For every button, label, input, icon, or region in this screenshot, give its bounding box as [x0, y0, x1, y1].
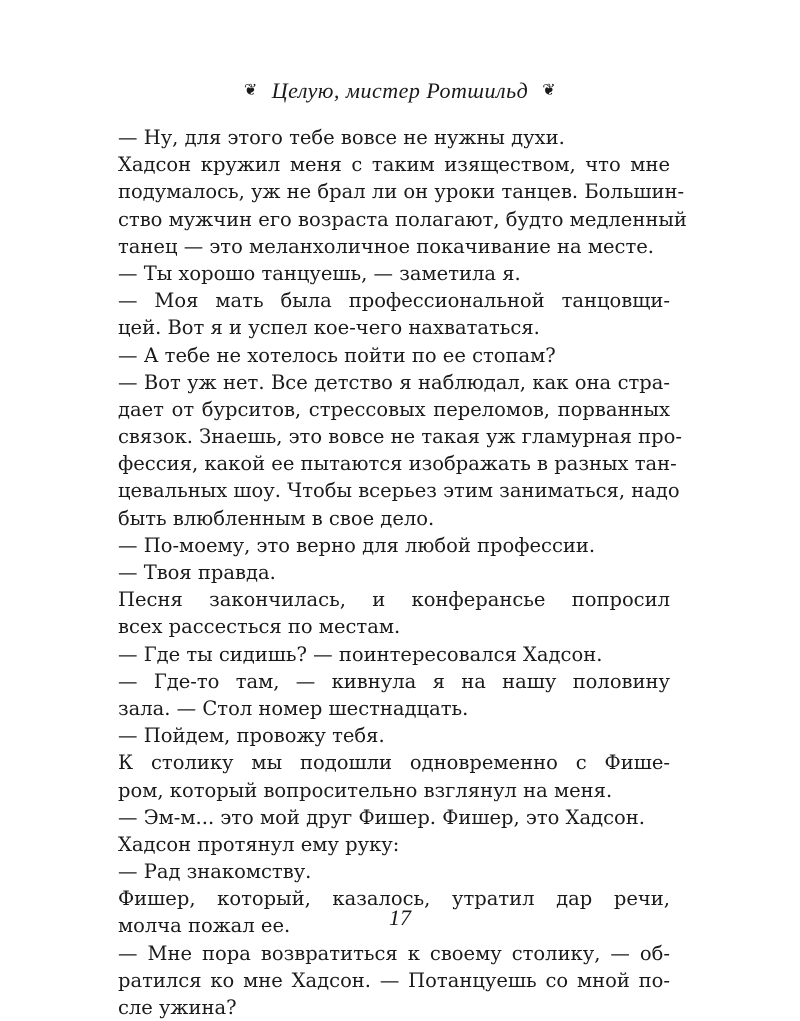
text-line: — А тебе не хотелось пойти по ее стопам?: [118, 343, 556, 367]
body-text: [118, 124, 687, 1021]
text-line: быть влюбленным в свое дело.: [118, 506, 435, 530]
text-line: — Мне пора возвратиться к своему столику, — об-: [118, 941, 670, 965]
text-line: ром, который вопросительно взглянул на меня.: [118, 778, 613, 802]
text-line: — Где ты сидишь? — поинтересовался Хадсон.: [118, 642, 603, 666]
text-line: танец — это меланхоличное покачивание на месте.: [118, 234, 654, 258]
text-line: — По-моему, это верно для любой профессии.: [118, 533, 596, 557]
text-line: — Твоя правда.: [118, 561, 276, 584]
text-line: молча пожал ее.: [118, 914, 291, 938]
text-line: — Ты хорошо танцуешь, — заметила я.: [118, 261, 521, 285]
book-title: Целую, мистер Ротшильд: [271, 78, 529, 103]
text-line: всех рассесться по местам.: [118, 615, 401, 639]
text-line: — Пойдем, провожу тебя.: [118, 724, 385, 748]
text-line: связок. Знаешь, это вовсе не такая уж гламурная про-: [118, 425, 682, 449]
text-line: зала. — Стол номер шестнадцать.: [118, 696, 469, 720]
text-line: фессия, какой ее пытаются изображать в разных тан-: [118, 452, 677, 476]
text-line: дает от бурситов, стрессовых переломов, порванных: [118, 397, 670, 421]
text-line: — Моя мать была профессиональной танцовщи-: [118, 289, 670, 313]
text-line: — Ну, для этого тебе вовсе не нужны духи.: [118, 126, 565, 149]
text-line: цевальных шоу. Чтобы всерьез этим заниматься, надо: [118, 479, 680, 503]
right-fleuron-icon: ❦: [542, 82, 557, 99]
text-line: — Где-то там, — кивнула я на нашу половину: [118, 669, 670, 693]
text-line: ство мужчин его возраста полагают, будто медленный: [118, 207, 687, 231]
text-line: — Эм-м... это мой друг Фишер. Фишер, это Хадсон.: [118, 805, 645, 829]
text-line: Хадсон кружил меня с таким изяществом, что мне: [118, 153, 670, 177]
text-line: Хадсон протянул ему руку:: [118, 832, 400, 856]
text-line: К столику мы подошли одновременно с Фише-: [118, 751, 670, 775]
text-line: Фишер, который, казалось, утратил дар речи,: [118, 887, 670, 911]
text-line: сле ужина?: [118, 996, 237, 1019]
left-fleuron-icon: ❦: [243, 82, 258, 99]
text-line: подумалось, уж не брал ли он уроки танцев. Большин-: [118, 180, 685, 204]
text-line: Песня закончилась, и конферансье попросил: [118, 588, 670, 612]
text-line: — Вот уж нет. Все детство я наблюдал, как она стра-: [118, 370, 670, 394]
page-number: 17: [389, 905, 411, 930]
text-line: ратился ко мне Хадсон. — Потанцуешь со мной по-: [118, 968, 670, 992]
text-line: цей. Вот я и успел кое-чего нахвататься.: [118, 316, 540, 340]
text-line: — Рад знакомству.: [118, 860, 312, 884]
running-head: [0, 78, 800, 104]
